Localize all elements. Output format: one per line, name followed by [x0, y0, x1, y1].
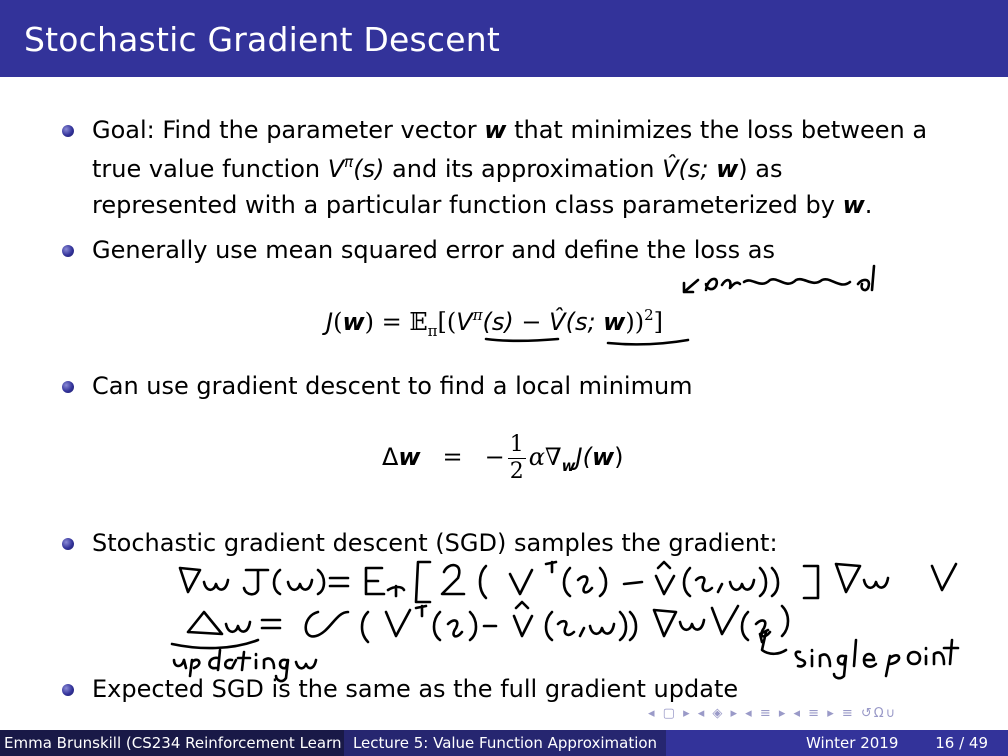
bullet-marker [62, 538, 74, 550]
bullet-marker [62, 381, 74, 393]
footer-date-page [666, 730, 1008, 756]
footer-date: Winter 2019 [806, 734, 899, 752]
bullet-mse-text: Generally use mean squared error and define the loss as [92, 236, 775, 264]
footer-author: Emma Brunskill (CS234 Reinforcement Learn [0, 730, 344, 756]
bullet-gradient-descent-text: Can use gradient descent to find a local minimum [92, 372, 693, 400]
handwritten-gradient-line [180, 562, 956, 602]
bullet-goal-line-3: represented with a particular function class parameterized by w. [92, 191, 873, 219]
bullet-marker [62, 245, 74, 257]
single-point-note [760, 630, 958, 678]
parameterized-arrow [684, 280, 698, 292]
slide-title: Stochastic Gradient Descent [24, 20, 501, 59]
loss-equation: $J(w) = 𝔼_\pi[(V^\pi(s)$ − V̂(s; w))$^2$] [326, 306, 663, 340]
footer-page-number: 16 / 49 [935, 734, 988, 752]
bullet-goal-line-1: Goal: Find the parameter vector w that minimizes the loss between a [92, 116, 928, 144]
handwritten-delta-line [188, 602, 788, 642]
bullet-marker [62, 125, 74, 137]
beamer-navigation-icons[interactable]: ◂ ▢ ▸ ◂ ◈ ▸ ◂ ≡ ▸ ◂ ≡ ▸ ≡ ↺Ω∪ [648, 706, 898, 721]
update-equation: Δw = − $\frac{1}{2}$ $\alpha\nabla_wJ(w)$ [382, 432, 624, 484]
parameterized-note [706, 266, 874, 290]
bullet-sgd-text: Stochastic gradient descent (SGD) samples the gradient: [92, 529, 778, 557]
bullet-goal-line-2: true value function $V^\pi(s)$ and its approximation V̂(s; w) as [92, 153, 783, 183]
underline-delta-omega [172, 640, 258, 648]
bullet-expected-sgd-text: Expected SGD is the same as the full gradient update [92, 675, 739, 703]
bullet-marker [62, 684, 74, 696]
slide-title-bar [0, 0, 1008, 77]
slide-footer [0, 730, 1008, 756]
underline-v-hat [608, 340, 688, 344]
footer-lecture-title: Lecture 5: Value Function Approximation [344, 730, 666, 756]
